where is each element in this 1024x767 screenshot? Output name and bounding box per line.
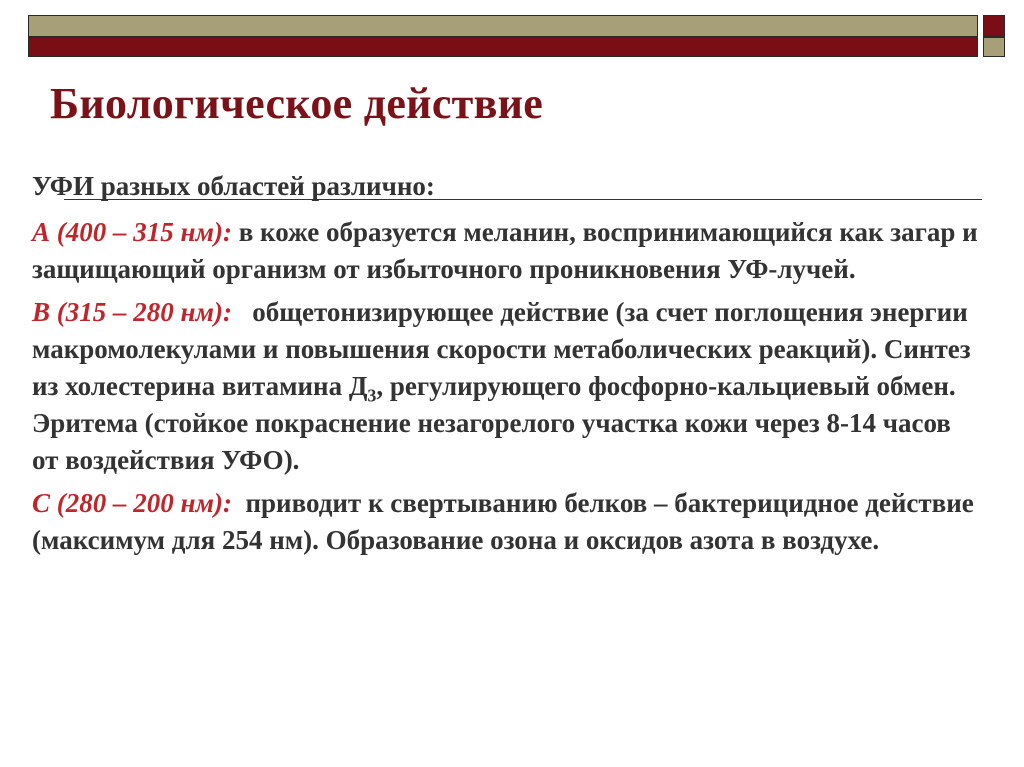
corner-square-olive [983,37,1005,57]
section-b-subscript: 3 [367,385,377,406]
section-c-text: приводит к свертыванию белков – бактерицидное действие (максимум для 254 нм). Образование озона и оксидов азота в воздухе. [32,488,981,555]
section-a-range: А (400 – 315 нм): [32,217,232,247]
section-c [32,485,982,559]
corner-square-red [983,15,1005,37]
header-bar-olive [28,15,978,37]
section-c-range: С (280 – 200 нм): [32,488,232,518]
slide-title: Биологическое действие [50,79,544,128]
section-b-text: общетонизирующее действие (за счет поглощения энергии макромолекулами и повышения скорости метаболических реакций). Синтез из холестерина витамина Д [32,297,978,401]
section-a-text: в коже образуется меланин, воспринимающийся как загар и защищающий организм от избыточного проникновения УФ-лучей. [32,217,978,284]
section-a [32,214,982,288]
section-b [32,294,982,479]
subheading-row [32,168,982,208]
section-b-range: В (315 – 280 нм): [32,297,232,327]
section-b-text-cont: , регулирующего фосфорно-кальциевый обмен. Эритема (стойкое покраснение незагорелого участка кожи через 8-14 часов от воздействия УФО). [32,371,956,475]
slide-body [32,168,982,559]
subheading: УФИ разных областей различно: [32,171,435,201]
header-bar-dark [28,37,978,57]
subheading-underline [64,199,982,200]
